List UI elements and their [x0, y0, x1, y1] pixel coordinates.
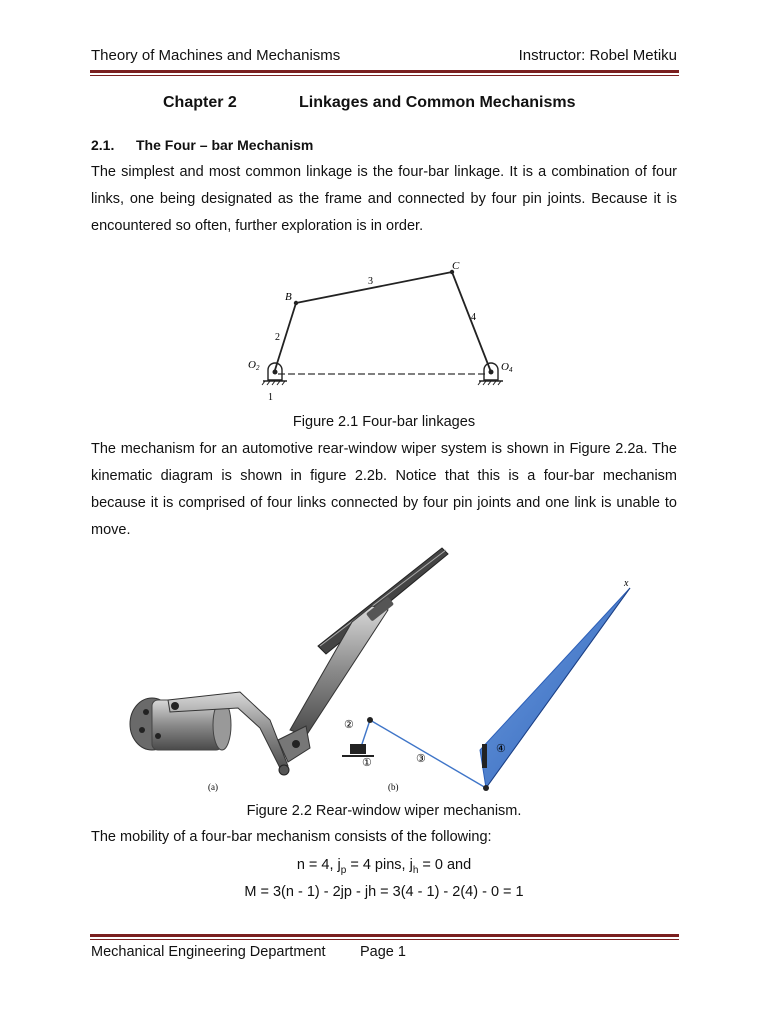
label-a: (a) — [208, 782, 218, 792]
section-heading — [91, 137, 313, 153]
figure2-caption: Figure 2.2 Rear-window wiper mechanism. — [246, 803, 522, 819]
label-link2: 2 — [275, 332, 280, 343]
equation-parameters: n = 4, $j_p = 4$ pins, $j_h = 0$ and — [296, 857, 472, 876]
chapter-number: Chapter 2 — [163, 94, 237, 111]
mobility-intro: The mobility of a four-bar mechanism consists of the following: — [91, 829, 492, 845]
label-link4: 4 — [471, 312, 476, 323]
equation-mobility: M = 3(n - 1) - 2jp - jh = 3(4 - 1) - 2(4) - 0 = 1 — [244, 884, 524, 900]
footer-rule — [90, 934, 679, 937]
figure1-caption: Figure 2.1 Four-bar linkages — [292, 414, 476, 430]
footer-page-number: Page 1 — [360, 944, 406, 960]
label-b: B — [285, 291, 292, 303]
label-link1: 1 — [268, 392, 273, 403]
label-c: C — [452, 260, 460, 272]
chapter-title: Linkages and Common Mechanisms — [299, 94, 576, 111]
footer-department: Mechanical Engineering Department — [91, 944, 326, 960]
label-link-1: ① — [362, 757, 372, 769]
label-link-2: ② — [344, 719, 354, 731]
figure-wiper-mechanism — [120, 540, 650, 800]
header-course-title: Theory of Machines and Mechanisms — [91, 47, 341, 64]
section-number: 2.1. — [91, 137, 115, 153]
paragraph-intro: The simplest and most common linkage is the four-bar linkage. It is a combination of four links, one being designated as the frame and connected by four pin joints. Because it is encountered so often, further exploration is in order. — [91, 164, 677, 234]
figure-four-bar-diagram — [230, 250, 540, 408]
header-rule — [90, 70, 679, 73]
header-instructor: Instructor: Robel Metiku — [518, 47, 677, 64]
footer-rule-thin — [90, 939, 679, 940]
label-o4: O4 — [501, 361, 513, 374]
label-b-panel: (b) — [388, 782, 399, 792]
label-link-3: ③ — [416, 753, 426, 765]
header-rule-thin — [90, 75, 679, 76]
label-o2: O2 — [248, 359, 260, 372]
section-title: The Four – bar Mechanism — [136, 137, 314, 153]
label-x: x — [624, 578, 629, 589]
label-link3: 3 — [368, 276, 373, 287]
paragraph-wiper: The mechanism for an automotive rear-window wiper system is shown in Figure 2.2a. The kinematic diagram is shown in figure 2.2b. Notice that this is a four-bar mechanism because it is comprised of four links connected by four pin joints and one link is unable to move. — [91, 441, 677, 538]
wiper-photo-sketch — [130, 548, 448, 792]
label-link-4: ④ — [496, 743, 506, 755]
chapter-heading — [163, 94, 576, 112]
